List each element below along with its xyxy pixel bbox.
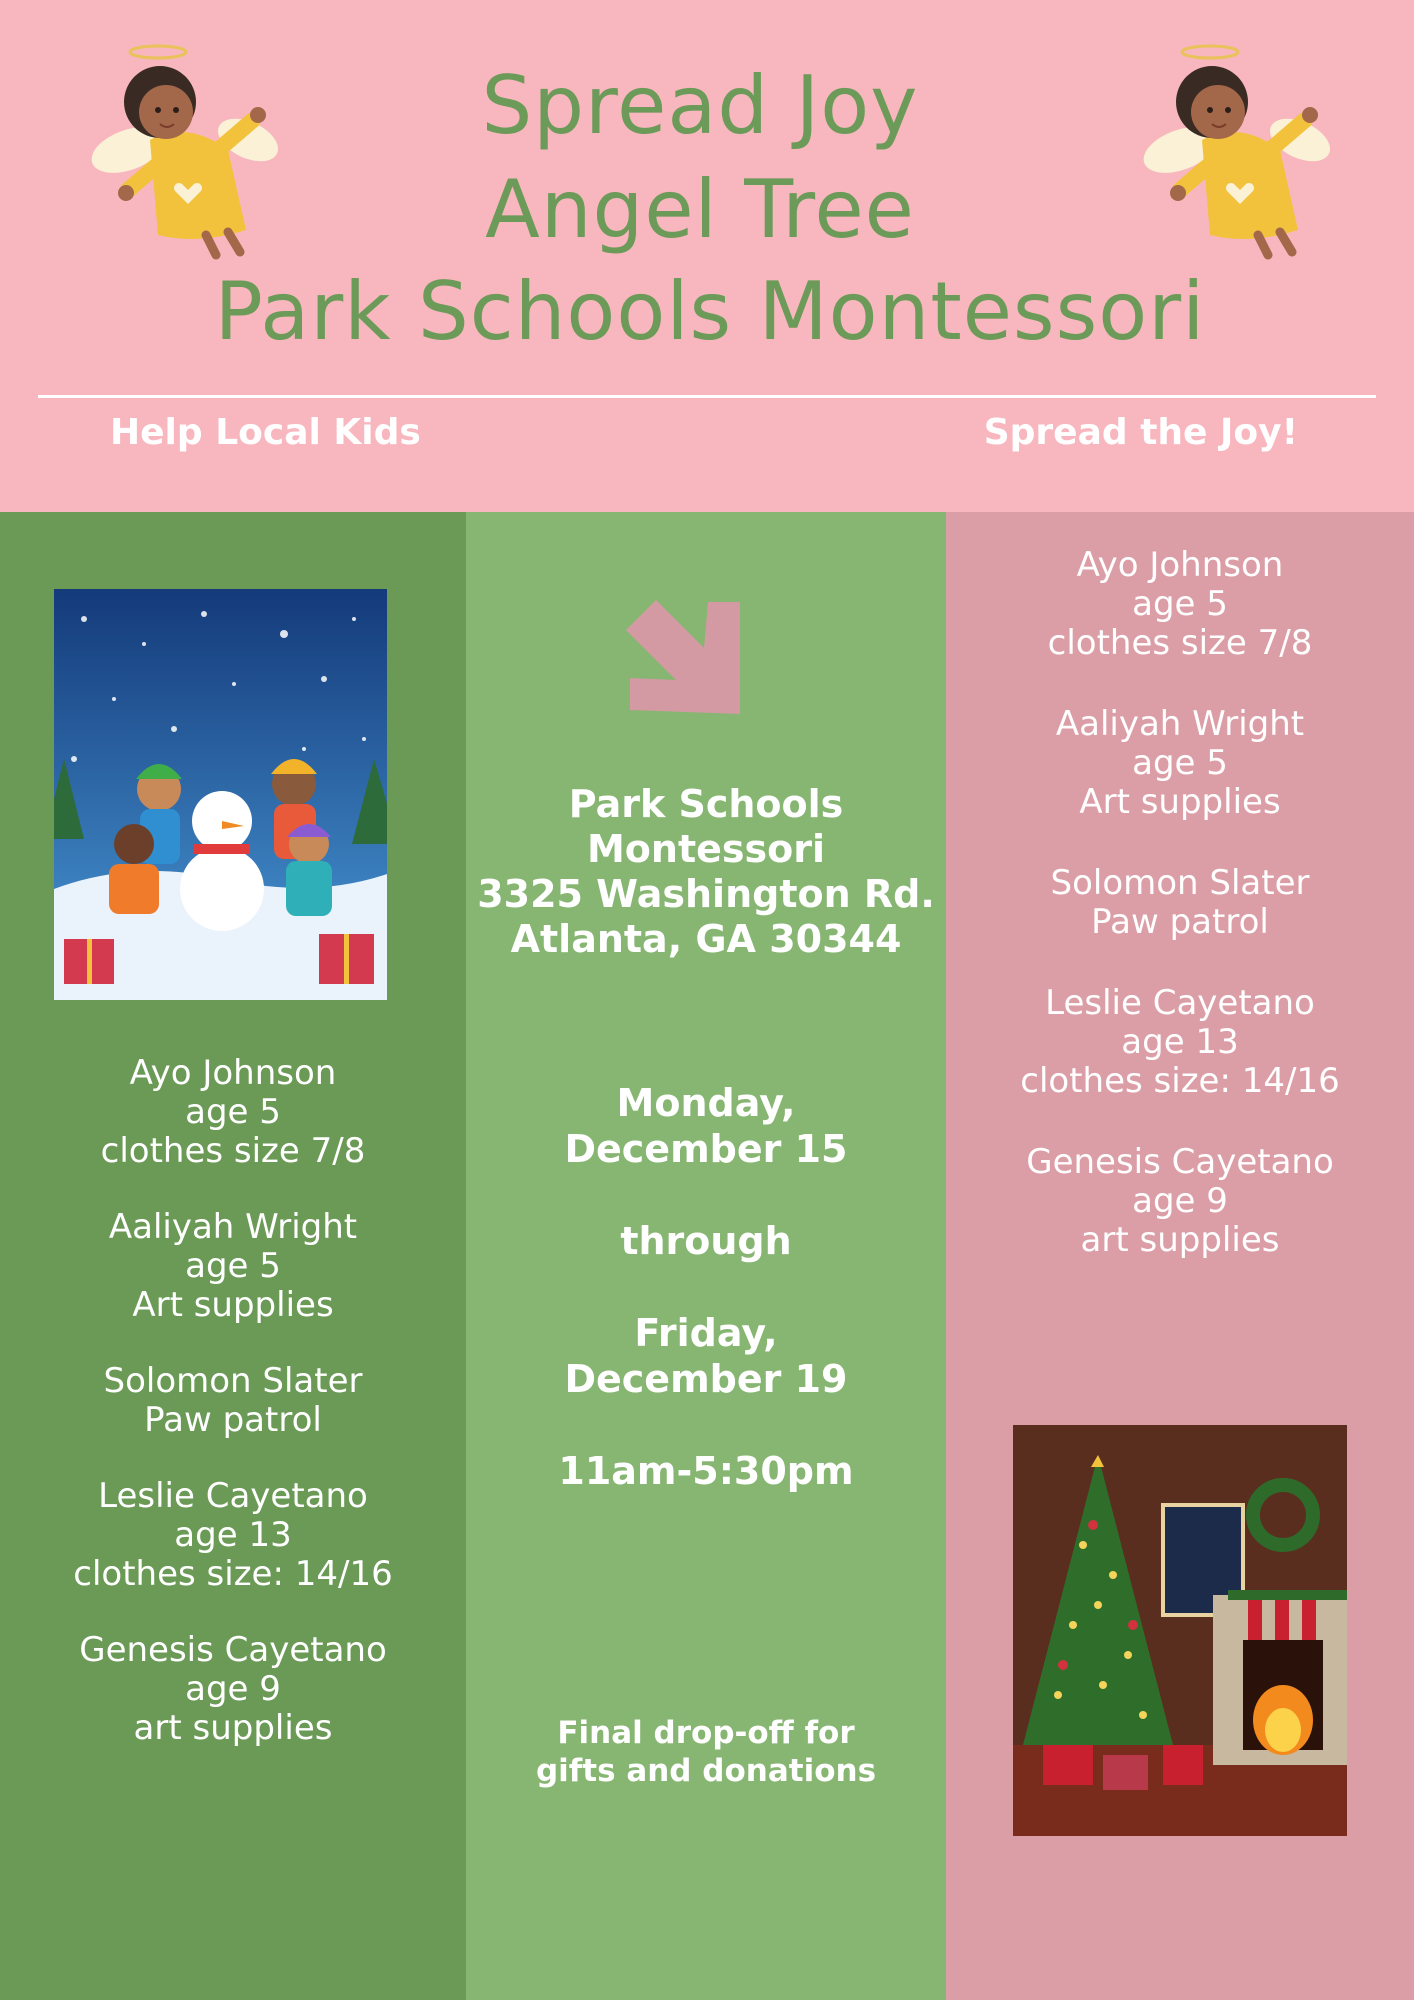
kid-detail: age 5 bbox=[185, 1246, 281, 1286]
kid-name: Leslie Cayetano bbox=[98, 1476, 368, 1516]
note-line: gifts and donations bbox=[535, 1753, 877, 1789]
kid-entry bbox=[946, 1143, 1414, 1260]
kid-entry bbox=[0, 1362, 466, 1440]
title-line-2: Angel Tree bbox=[485, 163, 915, 256]
kid-entry bbox=[0, 1631, 466, 1748]
kid-detail: clothes size 7/8 bbox=[100, 1131, 366, 1171]
christmas-fireplace-illustration bbox=[1013, 1425, 1347, 1836]
kid-detail: art supplies bbox=[133, 1708, 333, 1748]
kid-detail: age 5 bbox=[1132, 743, 1228, 783]
address-line: Montessori bbox=[586, 827, 826, 871]
kid-name: Aaliyah Wright bbox=[108, 1207, 358, 1247]
title-line-3: Park Schools Montessori bbox=[214, 265, 1206, 358]
title-line-1: Spread Joy bbox=[481, 59, 919, 152]
tagline-left: Help Local Kids bbox=[110, 412, 421, 453]
header-banner bbox=[0, 0, 1414, 512]
right-column bbox=[946, 512, 1414, 2000]
kid-entry bbox=[0, 1208, 466, 1325]
kid-detail: clothes size: 14/16 bbox=[73, 1554, 393, 1594]
tagline-right: Spread the Joy! bbox=[983, 412, 1298, 453]
kid-detail: Art supplies bbox=[132, 1285, 334, 1325]
dropoff-note bbox=[466, 1714, 946, 1790]
kid-detail: art supplies bbox=[1080, 1220, 1280, 1260]
end-date: December 19 bbox=[564, 1357, 848, 1401]
angel-icon bbox=[1140, 40, 1340, 270]
kid-name: Solomon Slater bbox=[1050, 863, 1310, 903]
kid-name: Aaliyah Wright bbox=[1055, 704, 1305, 744]
kid-detail: age 9 bbox=[185, 1669, 281, 1709]
kid-name: Ayo Johnson bbox=[129, 1053, 337, 1093]
address-line: Atlanta, GA 30344 bbox=[510, 917, 902, 961]
kid-detail: age 9 bbox=[1132, 1181, 1228, 1221]
kid-entry bbox=[946, 984, 1414, 1101]
kid-name: Ayo Johnson bbox=[1076, 545, 1284, 585]
note-line: Final drop-off for bbox=[557, 1715, 855, 1751]
kid-detail: Art supplies bbox=[1079, 782, 1281, 822]
dropoff-address bbox=[466, 782, 946, 962]
header-divider bbox=[38, 395, 1376, 398]
dropoff-dates bbox=[466, 1080, 946, 1494]
arrow-down-right-icon bbox=[626, 600, 746, 720]
kid-detail: Paw patrol bbox=[1091, 902, 1269, 942]
kid-detail: age 13 bbox=[1121, 1022, 1239, 1062]
kid-detail: age 5 bbox=[185, 1092, 281, 1132]
address-line: 3325 Washington Rd. bbox=[477, 872, 935, 916]
angel-icon bbox=[88, 40, 288, 270]
through-label: through bbox=[620, 1219, 792, 1263]
kid-entry bbox=[0, 1054, 466, 1171]
kid-detail: clothes size: 14/16 bbox=[1020, 1061, 1340, 1101]
start-day: Monday, bbox=[616, 1081, 796, 1125]
kid-name: Solomon Slater bbox=[103, 1361, 363, 1401]
kid-name: Genesis Cayetano bbox=[1026, 1142, 1334, 1182]
left-column bbox=[0, 512, 466, 2000]
kid-entry bbox=[946, 705, 1414, 822]
kid-entry bbox=[946, 546, 1414, 663]
kid-wish-list-left bbox=[0, 1054, 466, 1785]
end-day: Friday, bbox=[634, 1311, 778, 1355]
kid-detail: Paw patrol bbox=[144, 1400, 322, 1440]
dropoff-hours: 11am-5:30pm bbox=[558, 1449, 854, 1493]
kid-entry bbox=[946, 864, 1414, 942]
middle-column bbox=[466, 512, 946, 2000]
kid-name: Genesis Cayetano bbox=[79, 1630, 387, 1670]
kid-entry bbox=[0, 1477, 466, 1594]
address-line: Park Schools bbox=[568, 782, 844, 826]
kid-detail: age 5 bbox=[1132, 584, 1228, 624]
kid-detail: clothes size 7/8 bbox=[1047, 623, 1313, 663]
kid-wish-list-right bbox=[946, 546, 1414, 1297]
kid-detail: age 13 bbox=[174, 1515, 292, 1555]
start-date: December 15 bbox=[564, 1127, 848, 1171]
snowman-kids-illustration bbox=[54, 589, 387, 1000]
kid-name: Leslie Cayetano bbox=[1045, 983, 1315, 1023]
